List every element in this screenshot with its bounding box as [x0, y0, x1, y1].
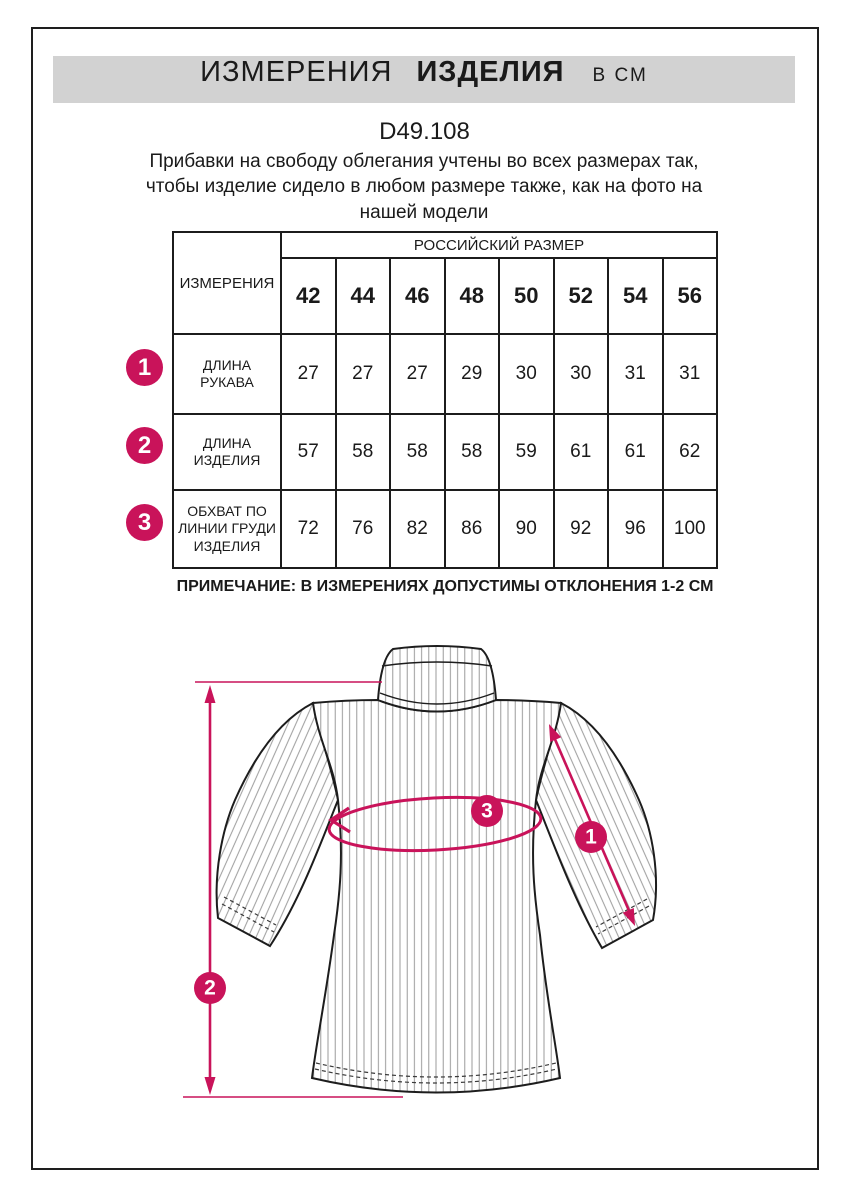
- size-col-header: 52: [554, 258, 609, 334]
- row-label: ДЛИНА РУКАВА: [173, 334, 281, 414]
- size-col-header: 56: [663, 258, 718, 334]
- size-col-header: 44: [336, 258, 391, 334]
- diagram-badge-length-label: 2: [204, 976, 216, 1000]
- cell-value: 58: [390, 414, 445, 490]
- diagram-badge-sleeve-label: 1: [585, 825, 597, 849]
- cell-value: 92: [554, 490, 609, 568]
- row-label: ОБХВАТ ПО ЛИНИИ ГРУДИ ИЗДЕЛИЯ: [173, 490, 281, 568]
- cell-value: 58: [336, 414, 391, 490]
- table-row-chest-girth: [173, 490, 717, 568]
- cell-value: 58: [445, 414, 500, 490]
- cell-value: 90: [499, 490, 554, 568]
- size-col-header: 42: [281, 258, 336, 334]
- size-col-header: 48: [445, 258, 500, 334]
- product-code: D49.108: [379, 118, 470, 145]
- table-header-size-group: РОССИЙСКИЙ РАЗМЕР: [281, 232, 717, 258]
- mock-neck-collar: [378, 646, 496, 712]
- cell-value: 27: [390, 334, 445, 414]
- size-col-header: 46: [390, 258, 445, 334]
- cell-value: 31: [663, 334, 718, 414]
- cell-value: 61: [554, 414, 609, 490]
- cell-value: 59: [499, 414, 554, 490]
- table-row-garment-length: [173, 414, 717, 490]
- left-sleeve: [217, 703, 338, 946]
- cell-value: 29: [445, 334, 500, 414]
- tolerance-note: ПРИМЕЧАНИЕ: В ИЗМЕРЕНИЯХ ДОПУСТИМЫ ОТКЛОНЕНИЯ 1-2 СМ: [176, 578, 714, 595]
- title-bar: [53, 56, 795, 103]
- row-number-badge-3: 3: [126, 504, 163, 541]
- cell-value: 57: [281, 414, 336, 490]
- diagram-badge-chest-label: 3: [481, 799, 493, 823]
- page-title-word2: ИЗДЕЛИЯ: [416, 56, 565, 88]
- size-col-header: 54: [608, 258, 663, 334]
- cell-value: 27: [281, 334, 336, 414]
- cell-value: 27: [336, 334, 391, 414]
- cell-value: 86: [445, 490, 500, 568]
- size-col-header: 50: [499, 258, 554, 334]
- cell-value: 72: [281, 490, 336, 568]
- row-number-badge-2: 2: [126, 427, 163, 464]
- cell-value: 76: [336, 490, 391, 568]
- fit-description: Прибавки на свободу облегания учтены во всех размерах так, чтобы изделие сидело в любом размере также, как на фото на нашей модели: [145, 151, 703, 223]
- cell-value: 61: [608, 414, 663, 490]
- cell-value: 30: [499, 334, 554, 414]
- garment-diagram: [130, 645, 810, 1125]
- cell-value: 82: [390, 490, 445, 568]
- page-title-word1: ИЗМЕРЕНИЯ: [200, 56, 393, 88]
- garment-body: [312, 700, 561, 1093]
- cell-value: 62: [663, 414, 718, 490]
- cell-value: 31: [608, 334, 663, 414]
- cell-value: 100: [663, 490, 718, 568]
- page-title-unit: В СМ: [592, 65, 648, 86]
- row-number-badge-1: 1: [126, 349, 163, 386]
- size-table: [172, 231, 718, 569]
- table-header-measure: ИЗМЕРЕНИЯ: [173, 232, 281, 334]
- cell-value: 30: [554, 334, 609, 414]
- table-row-sleeve-length: [173, 334, 717, 414]
- cell-value: 96: [608, 490, 663, 568]
- row-label: ДЛИНА ИЗДЕЛИЯ: [173, 414, 281, 490]
